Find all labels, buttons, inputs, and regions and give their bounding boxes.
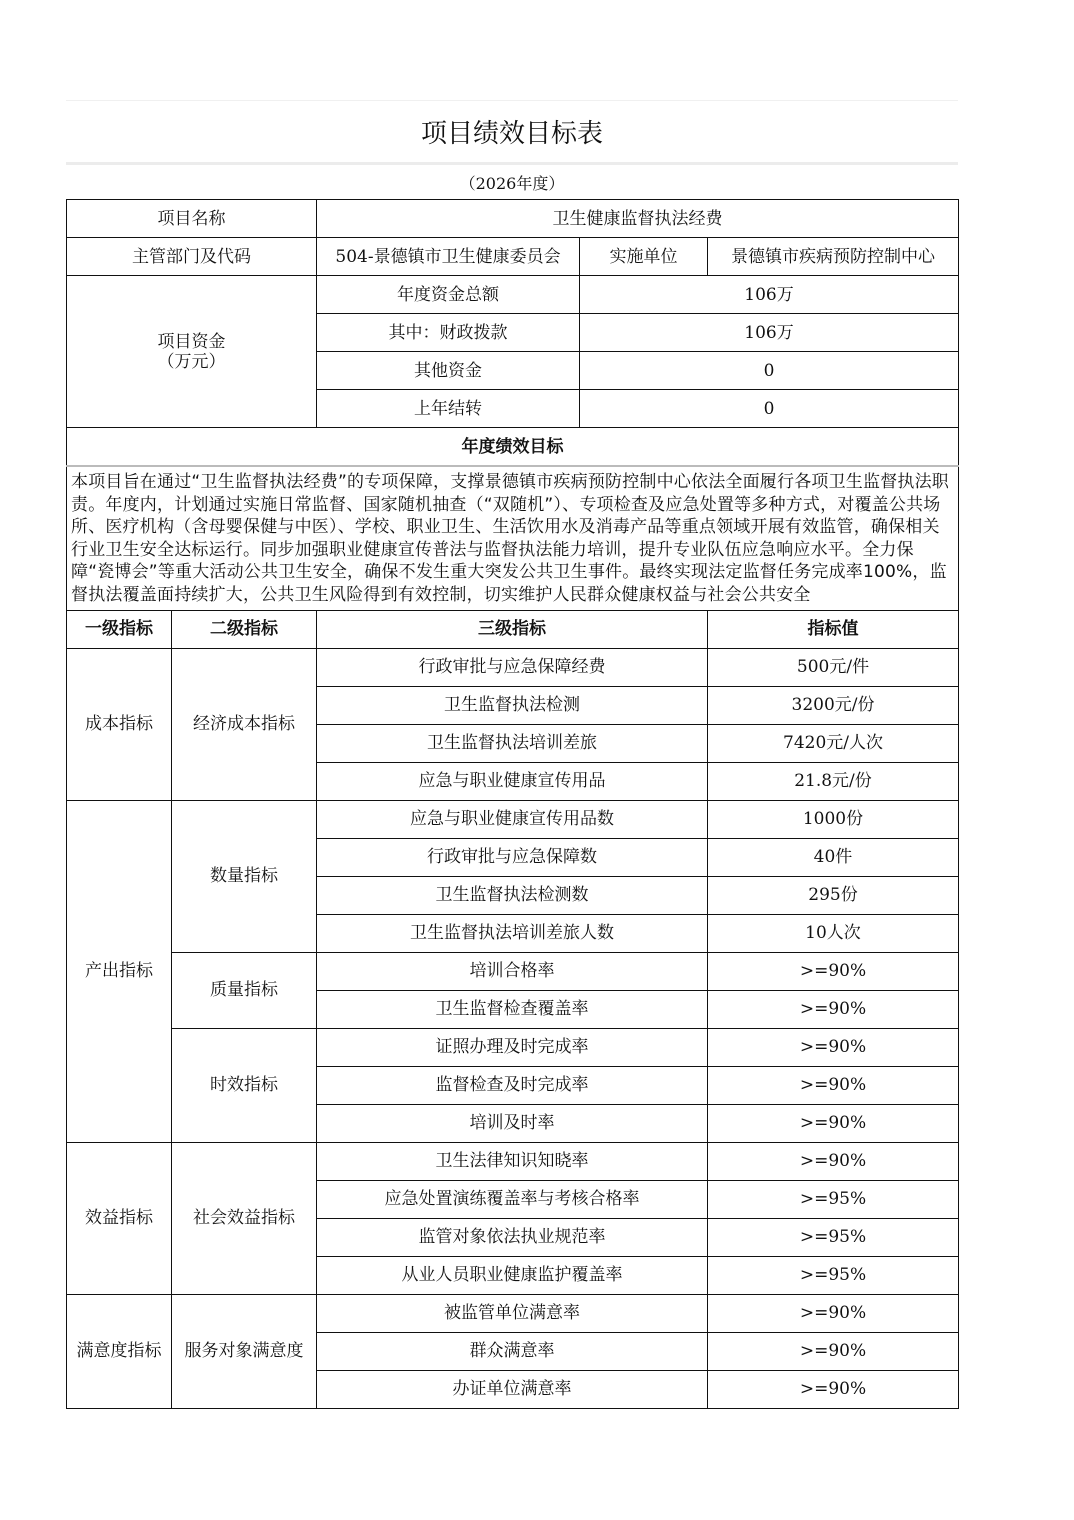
goal-text-row	[67, 466, 959, 611]
dept-value: 504-景德镇市卫生健康委员会	[317, 238, 580, 276]
fund-item-value: 106万	[580, 314, 959, 352]
indicator-value: >=90%	[708, 1142, 959, 1180]
level3-indicator: 证照办理及时完成率	[317, 1028, 708, 1066]
funds-label	[67, 276, 317, 428]
level3-indicator: 卫生监督执法检测数	[317, 876, 708, 914]
level3-indicator: 群众满意率	[317, 1332, 708, 1370]
impl-unit-label: 实施单位	[580, 238, 708, 276]
fund-item-value: 0	[580, 352, 959, 390]
indicator-value: 1000份	[708, 800, 959, 838]
goal-text: 本项目旨在通过“卫生监督执法经费”的专项保障，支撑景德镇市疾病预防控制中心依法全面履行各项卫生监督执法职责。年度内，计划通过实施日常监督、国家随机抽查（“双随机”）、专项检查及应急处置等多种方式，对覆盖公共场所、医疗机构（含母婴保健与中医）、学校、职业卫生、生活饮用水及消毒产品等重点领域开展有效监管，确保相关行业卫生安全达标运行。同步加强职业健康宣传普法与监督执法能力培训，提升专业队伍应急响应水平。全力保障“瓷博会”等重大活动公共卫生安全，确保不发生重大突发公共卫生事件。最终实现法定监督任务完成率100%，监督执法覆盖面持续扩大，公共卫生风险得到有效控制，切实维护人民群众健康权益与社会公共安全	[67, 466, 959, 611]
level2-indicator: 时效指标	[172, 1028, 317, 1142]
level3-indicator: 培训及时率	[317, 1104, 708, 1142]
level1-indicator: 成本指标	[67, 648, 172, 800]
level2-indicator: 质量指标	[172, 952, 317, 1028]
fund-item-value: 106万	[580, 276, 959, 314]
level3-indicator: 行政审批与应急保障经费	[317, 648, 708, 686]
dept-label: 主管部门及代码	[67, 238, 317, 276]
indicator-value: >=95%	[708, 1256, 959, 1294]
project-name-label: 项目名称	[67, 200, 317, 238]
fund-item-label: 上年结转	[317, 390, 580, 428]
header-level2: 二级指标	[172, 610, 317, 648]
level3-indicator: 监管对象依法执业规范率	[317, 1218, 708, 1256]
level2-indicator: 服务对象满意度	[172, 1294, 317, 1408]
indicator-value: >=95%	[708, 1218, 959, 1256]
level3-indicator: 被监管单位满意率	[317, 1294, 708, 1332]
indicator-value: >=90%	[708, 1370, 959, 1408]
level3-indicator: 办证单位满意率	[317, 1370, 708, 1408]
level3-indicator: 监督检查及时完成率	[317, 1066, 708, 1104]
level3-indicator: 应急处置演练覆盖率与考核合格率	[317, 1180, 708, 1218]
level3-indicator: 行政审批与应急保障数	[317, 838, 708, 876]
indicator-value: 295份	[708, 876, 959, 914]
level3-indicator: 卫生监督检查覆盖率	[317, 990, 708, 1028]
level3-indicator: 卫生监督执法培训差旅人数	[317, 914, 708, 952]
level1-indicator: 满意度指标	[67, 1294, 172, 1408]
fund-item-label: 其他资金	[317, 352, 580, 390]
indicator-value: 40件	[708, 838, 959, 876]
level2-indicator: 经济成本指标	[172, 648, 317, 800]
indicator-value: >=90%	[708, 952, 959, 990]
indicator-value: >=90%	[708, 990, 959, 1028]
year-label: （2026年度）	[459, 173, 565, 193]
level1-indicator: 效益指标	[67, 1142, 172, 1294]
indicator-value: >=90%	[708, 1028, 959, 1066]
indicator-value: 10人次	[708, 914, 959, 952]
indicator-value: 21.8元/份	[708, 762, 959, 800]
fund-item-value: 0	[580, 390, 959, 428]
project-name-value: 卫生健康监督执法经费	[317, 200, 959, 238]
goal-title-row	[67, 428, 959, 467]
page-title: 项目绩效目标表	[66, 100, 958, 165]
fund-item-label: 年度资金总额	[317, 276, 580, 314]
level3-indicator: 卫生监督执法培训差旅	[317, 724, 708, 762]
level1-indicator: 产出指标	[67, 800, 172, 1142]
indicator-value: >=90%	[708, 1294, 959, 1332]
indicator-value: 500元/件	[708, 648, 959, 686]
level2-indicator: 数量指标	[172, 800, 317, 952]
indicator-header-row	[67, 610, 959, 648]
indicator-row	[67, 1294, 959, 1332]
indicator-row	[67, 952, 959, 990]
indicator-value: >=90%	[708, 1104, 959, 1142]
indicator-row	[67, 800, 959, 838]
indicator-row	[67, 648, 959, 686]
project-info-table	[66, 199, 959, 611]
level3-indicator: 应急与职业健康宣传用品	[317, 762, 708, 800]
funds-row	[67, 276, 959, 314]
header-level1: 一级指标	[67, 610, 172, 648]
indicator-row	[67, 1028, 959, 1066]
fund-item-label: 其中：财政拨款	[317, 314, 580, 352]
header-level3: 三级指标	[317, 610, 708, 648]
indicator-value: 3200元/份	[708, 686, 959, 724]
project-name-row	[67, 200, 959, 238]
funds-unit-text: （万元）	[157, 351, 226, 372]
indicator-value: >=90%	[708, 1332, 959, 1370]
indicator-value: >=90%	[708, 1066, 959, 1104]
header-value: 指标值	[708, 610, 959, 648]
level3-indicator: 应急与职业健康宣传用品数	[317, 800, 708, 838]
level3-indicator: 培训合格率	[317, 952, 708, 990]
indicator-row	[67, 1142, 959, 1180]
dept-row	[67, 238, 959, 276]
performance-table-sheet	[66, 100, 958, 1409]
impl-unit-value: 景德镇市疾病预防控制中心	[708, 238, 959, 276]
indicator-value: 7420元/人次	[708, 724, 959, 762]
indicator-table	[66, 610, 959, 1409]
funds-label-text: 项目资金	[157, 331, 226, 352]
level3-indicator: 卫生法律知识知晓率	[317, 1142, 708, 1180]
level2-indicator: 社会效益指标	[172, 1142, 317, 1294]
goal-title: 年度绩效目标	[67, 428, 959, 467]
level3-indicator: 从业人员职业健康监护覆盖率	[317, 1256, 708, 1294]
level3-indicator: 卫生监督执法检测	[317, 686, 708, 724]
indicator-value: >=95%	[708, 1180, 959, 1218]
